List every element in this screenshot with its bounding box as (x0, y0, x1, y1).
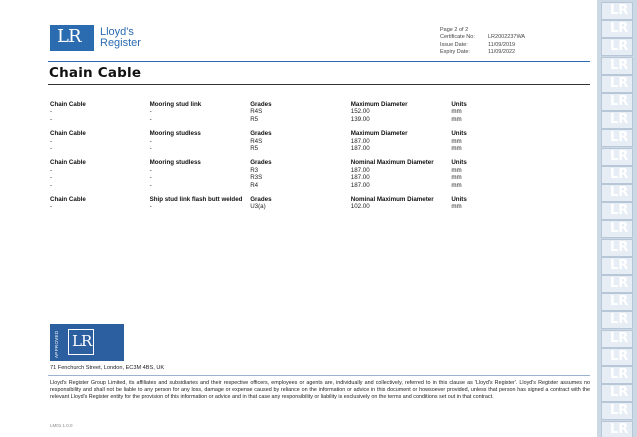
logo-wordmark (100, 27, 141, 49)
expiry-value: 11/09/2022 (488, 48, 516, 55)
table-cell: - (50, 181, 53, 189)
certificate-meta (440, 27, 525, 56)
watermark-tile (601, 311, 633, 329)
table-cell: mm (451, 166, 462, 174)
watermark-tile (601, 239, 633, 257)
watermark-tile (601, 257, 633, 275)
header-cell: Ship stud link flash butt welded (149, 196, 243, 204)
table-cell: - (149, 174, 152, 182)
header-cell: Grades (250, 159, 272, 167)
stamp-lr-mark (68, 329, 94, 355)
header-cell: Grades (250, 101, 272, 108)
table-cell: mm (451, 108, 462, 116)
table-cell: 187.00 (350, 166, 370, 174)
header-cell: Chain Cable (50, 101, 86, 108)
watermark-mark: LR (610, 348, 629, 364)
table-section (50, 159, 490, 189)
product-table (50, 99, 490, 211)
certificate-label: Certificate No: (440, 34, 475, 41)
table-cell: 187.00 (350, 174, 370, 182)
watermark-tile (601, 330, 633, 348)
office-address: 71 Fenchurch Street, London, EC3M 4BS, UK (50, 365, 165, 371)
section-header-row (50, 130, 490, 137)
section-header-row (50, 159, 490, 166)
watermark-mark: LR (610, 112, 629, 128)
watermark-tile (601, 366, 633, 384)
header-cell: Units (451, 101, 467, 108)
header-divider (48, 61, 590, 62)
table-cell: - (50, 108, 53, 116)
logo-line-1: Lloyd's (100, 26, 134, 38)
watermark-mark: LR (610, 130, 629, 146)
table-cell: 187.00 (350, 181, 370, 189)
watermark-mark: LR (610, 166, 629, 182)
watermark-mark: LR (610, 57, 629, 73)
table-cell: mm (451, 145, 462, 153)
table-row (50, 116, 490, 123)
watermark-tile (601, 293, 633, 311)
table-cell: R4S (250, 137, 263, 145)
table-cell: mm (451, 181, 462, 189)
issue-date-row (440, 42, 525, 49)
expiry-date-row (440, 49, 525, 56)
certificate-number-row (440, 34, 525, 41)
table-cell: - (149, 166, 152, 174)
table-cell: - (50, 137, 53, 145)
watermark-mark: LR (610, 39, 629, 55)
watermark-tile (601, 148, 633, 166)
table-cell: - (50, 166, 53, 174)
table-cell: R4S (250, 108, 263, 116)
table-cell: - (149, 137, 152, 145)
lloyds-register-logo (50, 25, 141, 51)
header-cell: Mooring stud link (149, 101, 202, 108)
watermark-tile (601, 275, 633, 293)
watermark-tile (601, 220, 633, 238)
header-cell: Chain Cable (50, 196, 86, 204)
watermark-tile (601, 57, 633, 75)
header-cell: Mooring studless (149, 130, 201, 138)
watermark-tile (601, 384, 633, 402)
table-section (50, 101, 490, 123)
lr-logo-mark (50, 25, 94, 51)
logo-mark-text: LR (57, 26, 81, 47)
watermark-tile (601, 184, 633, 202)
table-cell: - (50, 203, 53, 211)
watermark-mark: LR (610, 330, 629, 346)
header-cell: Grades (250, 130, 272, 138)
watermark-mark: LR (610, 276, 629, 291)
table-row (50, 138, 490, 145)
title-divider (48, 84, 590, 85)
table-cell: - (149, 203, 152, 211)
table-cell: mm (451, 203, 462, 211)
table-cell: mm (451, 137, 462, 145)
stamp-mark-text: LR (72, 332, 92, 350)
watermark-mark: LR (610, 3, 629, 18)
watermark-tile (601, 348, 633, 366)
table-cell: mm (451, 174, 462, 182)
table-cell: R5 (250, 115, 259, 123)
header-cell: Mooring studless (149, 159, 201, 167)
watermark-tile (601, 166, 633, 184)
logo-line-2: Register (100, 37, 141, 49)
table-row (50, 182, 490, 189)
watermark-strip (597, 0, 637, 437)
table-cell: 187.00 (350, 145, 370, 153)
watermark-mark: LR (610, 185, 629, 200)
certificate-value: LR2002237WA (488, 34, 526, 41)
table-cell: 187.00 (350, 137, 370, 145)
issue-label: Issue Date: (440, 41, 468, 48)
header-cell: Nominal Maximum Diameter (350, 159, 434, 167)
watermark-mark: LR (610, 312, 629, 328)
table-cell: - (50, 174, 53, 182)
watermark-mark: LR (610, 257, 629, 273)
table-row (50, 167, 490, 174)
table-section (50, 196, 490, 211)
watermark-tile (601, 75, 633, 93)
table-cell: - (50, 115, 53, 123)
watermark-tile (601, 2, 633, 20)
table-cell: 139.00 (350, 115, 370, 123)
watermark-tile (601, 93, 633, 111)
header-cell: Chain Cable (50, 159, 86, 167)
watermark-mark: LR (610, 221, 629, 237)
watermark-mark: LR (610, 367, 629, 382)
table-cell: - (149, 181, 152, 189)
header-cell: Units (451, 159, 467, 167)
table-cell: U3(a) (250, 203, 266, 211)
table-cell: R3S (250, 174, 263, 182)
watermark-mark: LR (610, 421, 629, 437)
approved-stamp (50, 324, 124, 361)
page-number: Page 2 of 2 (440, 27, 469, 33)
watermark-tile (601, 421, 633, 437)
watermark-tile (601, 129, 633, 147)
table-row (50, 145, 490, 152)
expiry-label: Expiry Date: (440, 48, 470, 55)
header-cell: Maximum Diameter (350, 101, 408, 108)
stamp-approved-label: APPROVED (54, 330, 59, 358)
table-cell: - (149, 145, 152, 153)
table-row (50, 174, 490, 181)
watermark-tile (601, 20, 633, 38)
table-cell: mm (451, 115, 462, 123)
table-cell: - (149, 115, 152, 123)
header-cell: Nominal Maximum Diameter (350, 196, 434, 204)
table-cell: R3 (250, 166, 259, 174)
header-cell: Units (451, 196, 467, 204)
watermark-mark: LR (610, 94, 629, 109)
watermark-mark: LR (610, 203, 629, 219)
watermark-tile (601, 202, 633, 220)
watermark-mark: LR (610, 75, 629, 91)
watermark-mark: LR (610, 239, 629, 255)
table-row (50, 108, 490, 115)
watermark-mark: LR (610, 21, 629, 37)
table-cell: R4 (250, 181, 259, 189)
watermark-mark: LR (610, 294, 629, 310)
footer-divider (48, 375, 590, 376)
table-cell: R5 (250, 145, 259, 153)
table-row (50, 203, 490, 210)
table-cell: 102.00 (350, 203, 370, 211)
section-header-row (50, 101, 490, 108)
watermark-tile (601, 38, 633, 56)
document-code: LM01 1.0.0 (50, 423, 73, 428)
header-cell: Maximum Diameter (350, 130, 408, 138)
watermark-mark: LR (610, 148, 629, 164)
page-title: Chain Cable (49, 65, 142, 81)
watermark-tile (601, 111, 633, 129)
table-section (50, 130, 490, 152)
section-header-row (50, 196, 490, 203)
table-cell: 152.00 (350, 108, 370, 116)
table-cell: - (50, 145, 53, 153)
table-cell: - (149, 108, 152, 116)
header-cell: Units (451, 130, 467, 138)
watermark-tile (601, 402, 633, 420)
header-cell: Grades (250, 196, 272, 204)
watermark-mark: LR (610, 385, 629, 401)
disclaimer-text: Lloyd's Register Group Limited, its affiliates and subsidiaries and their respective officers, employees or agents are, individually and collectively, referred to in this clause as 'Lloyd's Register'. Lloyd's Register assumes no responsibility and shall not be liable to any person for any loss, damage or expense caused by reliance on the information or advice in this document or howsoever provided, unless that person has signed a contract with the relevant Lloyd's Register entity for the provision of this information or advice and in that case any responsibility or liability is exclusively on the terms and conditions set out in that contract. (50, 380, 590, 400)
watermark-mark: LR (610, 403, 629, 419)
issue-value: 11/09/2019 (488, 41, 516, 48)
header-cell: Chain Cable (50, 130, 86, 138)
